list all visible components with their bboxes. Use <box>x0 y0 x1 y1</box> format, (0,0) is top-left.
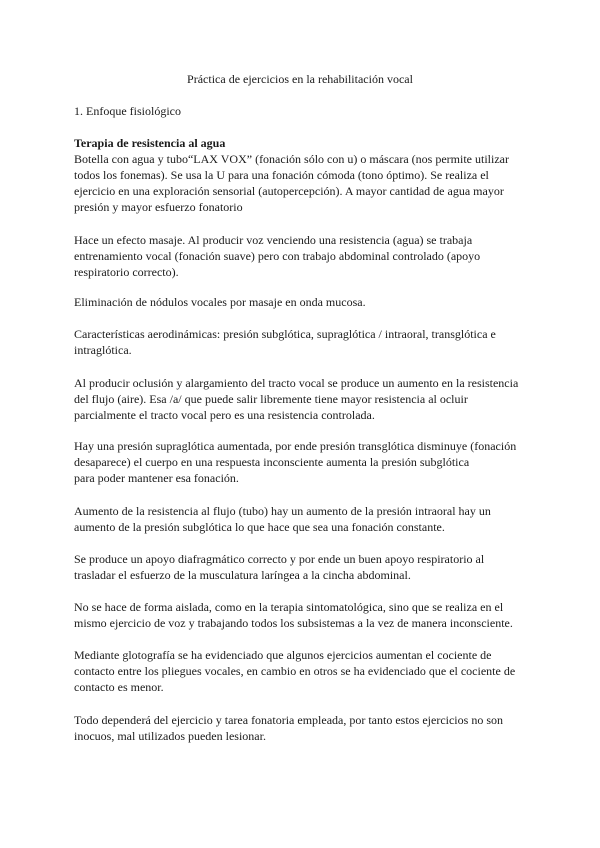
paragraph-line: Características aerodinámicas: presión subglótica, supraglótica / intraoral, transglótica e <box>74 327 496 341</box>
paragraph-line: Hace un efecto masaje. Al producir voz venciendo una resistencia (agua) se trabaja <box>74 233 473 247</box>
paragraph-line: trasladar el esfuerzo de la musculatura laríngea a la cincha abdominal. <box>74 568 411 582</box>
paragraph-line: parcialmente el tracto vocal pero es una resistencia controlada. <box>74 408 375 422</box>
paragraph-3 <box>74 294 534 310</box>
paragraph-11 <box>74 712 534 744</box>
paragraph-8 <box>74 551 534 583</box>
section-heading: 1. Enfoque fisiológico <box>74 104 181 118</box>
paragraph-line: mismo ejercicio de voz y trabajando todos los subsistemas a la vez de manera inconsciente. <box>74 616 513 630</box>
paragraph-line: intraglótica. <box>74 343 132 357</box>
paragraph-line: todos los fonemas). Se usa la U para una fonación cómoda (tono óptimo). Se realiza el <box>74 168 489 182</box>
paragraph-line: Mediante glotografía se ha evidenciado que algunos ejercicios aumentan el cociente de <box>74 648 492 662</box>
paragraph-line: Todo dependerá del ejercicio y tarea fonatoria empleada, por tanto estos ejercicios no son <box>74 713 503 727</box>
paragraph-1 <box>74 135 534 215</box>
paragraph-line: ejercicio en una exploración sensorial (autopercepción). A mayor cantidad de agua mayor <box>74 184 504 198</box>
paragraph-line: Se produce un apoyo diafragmático correcto y por ende un buen apoyo respiratorio al <box>74 552 485 566</box>
paragraph-line: No se hace de forma aislada, como en la terapia sintomatológica, sino que se realiza en el <box>74 600 504 614</box>
paragraph-line: Eliminación de nódulos vocales por masaje en onda mucosa. <box>74 295 366 309</box>
paragraph-6 <box>74 438 534 486</box>
paragraph-line: presión y mayor esfuerzo fonatorio <box>74 200 243 214</box>
paragraph-line: del flujo (aire). Esa /a/ que puede salir libremente tiene mayor resistencia al ocluir <box>74 392 468 406</box>
document-title: Práctica de ejercicios en la rehabilitación vocal <box>187 72 413 86</box>
paragraph-5 <box>74 375 534 423</box>
paragraph-line: inocuos, mal utilizados pueden lesionar. <box>74 729 266 743</box>
paragraph-line: aumento de la presión subglótica lo que hace que sea una fonación constante. <box>74 520 445 534</box>
paragraph-line: entrenamiento vocal (fonación suave) pero con trabajo abdominal controlado (apoyo <box>74 249 481 263</box>
paragraph-line: desaparece) el cuerpo en una respuesta inconsciente aumenta la presión subglótica <box>74 455 470 469</box>
paragraph-line: Botella con agua y tubo“LAX VOX” (fonación sólo con u) o máscara (nos permite utilizar <box>74 152 509 166</box>
paragraph-line: contacto entre los pliegues vocales, en cambio en otros se ha evidenciado que el cociente de <box>74 664 516 678</box>
paragraph-line: Hay una presión supraglótica aumentada, por ende presión transglótica disminuye (fonación <box>74 439 517 453</box>
paragraph-2 <box>74 232 534 280</box>
paragraph-4 <box>74 326 534 358</box>
paragraph-9 <box>74 599 534 631</box>
paragraph-line: respiratorio correcto). <box>74 265 179 279</box>
paragraph-7 <box>74 503 534 535</box>
subheading: Terapia de resistencia al agua <box>74 136 226 150</box>
paragraph-line: Al producir oclusión y alargamiento del tracto vocal se produce un aumento en la resistencia <box>74 376 519 390</box>
paragraph-line: Aumento de la resistencia al flujo (tubo) hay un aumento de la presión intraoral hay un <box>74 504 491 518</box>
paragraph-line: contacto es menor. <box>74 680 164 694</box>
paragraph-line: para poder mantener esa fonación. <box>74 471 239 485</box>
paragraph-10 <box>74 647 534 695</box>
